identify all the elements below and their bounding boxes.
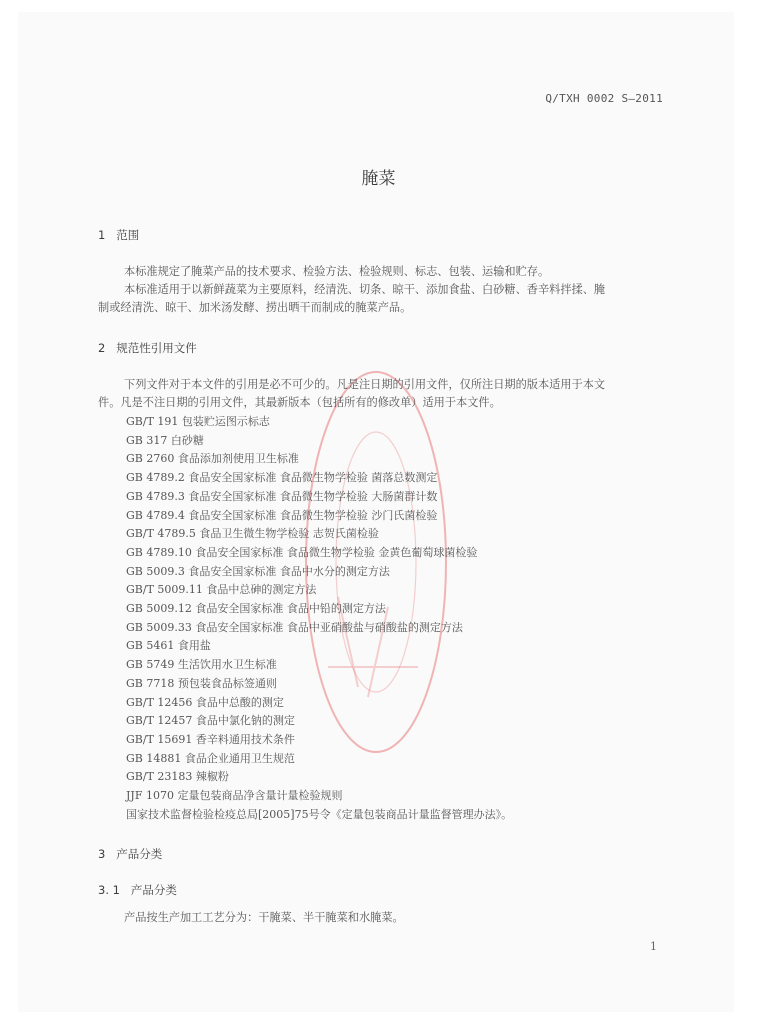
page-number: 1 xyxy=(650,940,657,953)
section1-para1: 本标准规定了腌菜产品的技术要求、检验方法、检验规则、标志、包装、运输和贮存。 xyxy=(124,265,550,278)
reference-item: GB/T 15691 香辛料通用技术条件 xyxy=(126,732,295,746)
section3-1-heading xyxy=(98,882,177,898)
reference-item: GB 14881 食品企业通用卫生规范 xyxy=(126,751,295,765)
section3-para: 产品按生产加工工艺分为：干腌菜、半干腌菜和水腌菜。 xyxy=(124,911,404,924)
reference-item: GB 5461 食用盐 xyxy=(126,639,211,653)
reference-item: GB 5009.12 食品安全国家标准 食品中铅的测定方法 xyxy=(126,602,386,615)
section2-intro-line2: 件。凡是不注日期的引用文件，其最新版本（包括所有的修改单）适用于本文件。 xyxy=(98,396,501,409)
section1-heading xyxy=(98,227,139,243)
section3-1-number: 3. 1 xyxy=(98,883,120,897)
reference-item: GB 5009.3 食品安全国家标准 食品中水分的测定方法 xyxy=(126,564,390,578)
section1-para2-line1: 本标准适用于以新鲜蔬菜为主要原料，经清洗、切条、晾干、添加食盐、白砂糖、香辛料拌揉、腌 xyxy=(124,283,606,296)
reference-item: GB/T 4789.5 食品卫生微生物学检验 志贺氏菌检验 xyxy=(126,527,379,541)
document-code: Q/TXH 0002 S—2011 xyxy=(545,92,663,105)
section3-number: 3 xyxy=(98,847,106,861)
reference-item: GB 5009.33 食品安全国家标准 食品中亚硝酸盐与硝酸盐的测定方法 xyxy=(126,620,463,634)
section1-title: 范围 xyxy=(116,228,140,242)
section2-number: 2 xyxy=(98,341,106,355)
section1-number: 1 xyxy=(98,228,106,242)
section3-heading xyxy=(98,846,162,862)
reference-item: GB/T 5009.11 食品中总砷的测定方法 xyxy=(126,583,317,597)
reference-item: GB/T 23183 辣椒粉 xyxy=(126,770,229,784)
reference-item: GB/T 12457 食品中氯化钠的测定 xyxy=(126,714,295,728)
reference-item: JJF 1070 定量包装商品净含量计量检验规则 xyxy=(126,789,343,802)
section2-title: 规范性引用文件 xyxy=(116,341,197,355)
reference-item: GB 4789.2 食品安全国家标准 食品微生物学检验 菌落总数测定 xyxy=(126,471,438,485)
reference-item: GB/T 191 包装贮运图示标志 xyxy=(126,415,270,428)
reference-item: 国家技术监督检验检疫总局[2005]75号令《定量包装商品计量监督管理办法》。 xyxy=(126,807,513,821)
reference-item: GB 317 白砂糖 xyxy=(126,433,204,447)
section3-title: 产品分类 xyxy=(116,847,163,861)
section3-1-title: 产品分类 xyxy=(130,883,177,897)
reference-item: GB 2760 食品添加剂使用卫生标准 xyxy=(126,452,299,466)
section2-intro-line1: 下列文件对于本文件的引用是必不可少的。凡是注日期的引用文件，仅所注日期的版本适用于本文 xyxy=(124,378,606,391)
reference-item: GB 4789.10 食品安全国家标准 食品微生物学检验 金黄色葡萄球菌检验 xyxy=(126,545,478,559)
section2-heading xyxy=(98,340,197,356)
reference-item: GB 7718 预包装食品标签通则 xyxy=(126,676,277,690)
reference-item: GB 4789.3 食品安全国家标准 食品微生物学检验 大肠菌群计数 xyxy=(126,489,438,503)
reference-item: GB 4789.4 食品安全国家标准 食品微生物学检验 沙门氏菌检验 xyxy=(126,508,438,522)
section1-para2-line2: 制或经清洗、晾干、加米汤发酵、捞出晒干而制成的腌菜产品。 xyxy=(98,301,412,314)
document-title: 腌菜 xyxy=(361,169,396,189)
reference-item: GB/T 12456 食品中总酸的测定 xyxy=(126,695,284,709)
reference-item: GB 5749 生活饮用水卫生标准 xyxy=(126,658,277,672)
